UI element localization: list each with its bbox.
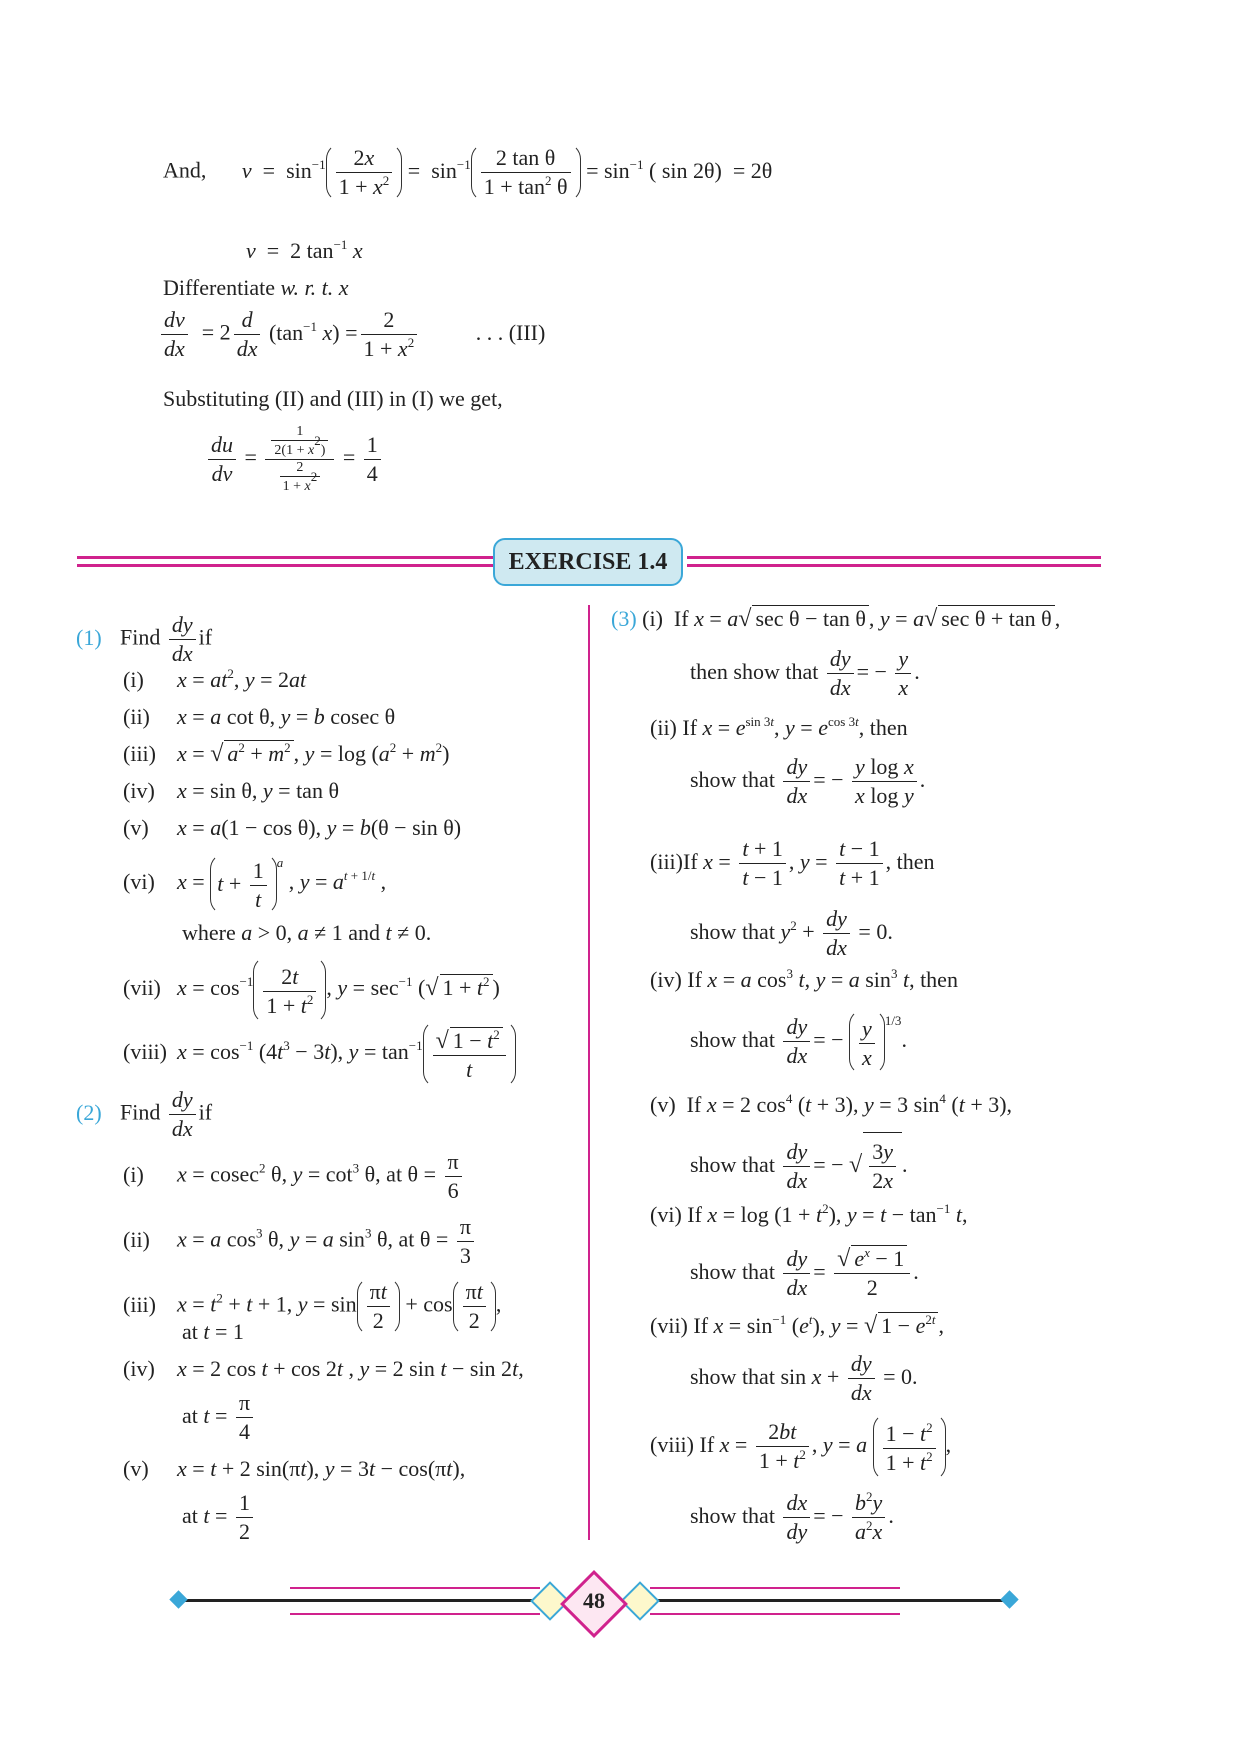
q1-number: (1) — [76, 624, 102, 650]
column-divider — [588, 605, 590, 1540]
q1-header: (1) Find $\frac{dy}{dx}$ if — [76, 612, 213, 666]
q3-item-ii-show: show that $\frac{dy}{dx}$ = − $\frac{\text{y log x}}{\text{x log y}}$ . — [690, 754, 926, 809]
dv-dx-line: $\frac{dv}{dx}$ = 2 $\frac{d}{dx}$ ($\tan^{-1}$ x) = $\frac{2}{1 + x^2}$ . . . (III) — [158, 306, 545, 363]
footer-rule-left-2 — [290, 1613, 540, 1615]
q1-item-ii: (ii) x = a cot θ, y = b cosec θ — [123, 704, 396, 729]
header-rule-left-2 — [77, 564, 495, 567]
exercise-title: EXERCISE 1.4 — [508, 548, 668, 575]
footer-rule-right-2 — [650, 1613, 900, 1615]
q2-text: Find — [120, 1099, 161, 1125]
header-rule-right-1 — [687, 556, 1101, 559]
q2-item-iv: (iv) x = 2 cos t + cos 2t , y = 2 sin t − sin 2t, — [123, 1356, 524, 1381]
q3-item-viii-show: show that $\frac{dx}{dy}$ = − $\frac{b^2y}{a^2x}$ . — [690, 1489, 894, 1545]
q2-number: (2) — [76, 1099, 102, 1125]
q3-item-vi-show: show that $\frac{dy}{dx}$ = $\frac{√ e^x - 1}{2}$ . — [690, 1245, 919, 1301]
ref-III: . . . (III) — [475, 319, 546, 345]
page-number: 48 — [583, 1588, 605, 1613]
q2-item-iii-at: at t = 1 — [182, 1319, 244, 1344]
q2-item-iii: (iii) $x = t^2 + t + 1$, y = sin $\frac{\pi t}{2}$ + cos $\frac{\pi t}{2}$ , — [123, 1277, 501, 1336]
q3-item-vii-show: show that sin x + $\frac{dy}{dx}$ = 0. — [690, 1351, 918, 1406]
q1-suffix: if — [198, 624, 213, 650]
footer-rule-left-1 — [290, 1587, 540, 1589]
q2-item-iv-at: at t = $\frac{\pi}{4}$ — [182, 1386, 256, 1446]
footer-rule-right-1 — [650, 1587, 900, 1589]
q1-where: where a > 0, a ≠ 1 and t ≠ 0. — [182, 920, 432, 945]
header-rule-right-2 — [687, 564, 1101, 567]
q3-item-iii: (iii)If x = $\frac{t + 1}{t - 1}$ , y = $\frac{t - 1}{t + 1}$ , then — [650, 836, 935, 891]
diff-text: Differentiate w. r. t. x — [163, 275, 349, 300]
q1-item-viii: (viii) $x = \cos^{-1} (4t^3 - 3t)$, $y = \tan^{-1}$ $\frac{√ 1 - t^2}{t}$ — [123, 1019, 516, 1088]
q3-item-iv-show: show that $\frac{dy}{dx}$ = − $\frac{y}{x}$ $^{1/3}$. — [690, 1008, 907, 1075]
q3-item-v: (v) If x = 2 $\cos^4 (t + 3)$, y = 3 $\sin^4 (t + 3)$, — [650, 1091, 1013, 1117]
and-label: And, — [163, 157, 207, 183]
q1-item-v: (v) x = a(1 − cos θ), y = b(θ − sin θ) — [123, 815, 462, 840]
q1-item-i: (i) $x = at^2$, y = 2at — [123, 666, 307, 692]
footer-diamond-right — [1000, 1590, 1018, 1608]
q1-item-vi: (vi) x = t + $\frac{1}{t}$ $^a$ , $y = a^{t + 1/t}$ , — [123, 852, 386, 915]
q3-item-vii: (vii) If $x = \sin^{-1} (e^t)$, y = √ $1 - e^{2t}$ , — [650, 1312, 944, 1339]
q3-item-v-show: show that $\frac{dy}{dx}$ = − √ $\frac{3y}{2x}$ . — [690, 1132, 907, 1197]
du-dv-line: $\frac{du}{dv}$ = $\frac{\frac{1}{2(1 + x^2)}}{\frac{2}{1 + x^2}}$ = $\frac{1}{4}$ — [205, 424, 384, 495]
q2-item-v-at: at t = $\frac{1}{2}$ — [182, 1486, 256, 1546]
header-rule-left-1 — [77, 556, 495, 559]
q2-item-i: (i) x = cosec$^2$ θ, $y = \cot^3 \theta$, at θ = $\frac{\pi}{6}$ — [123, 1148, 465, 1205]
q3-item-i: (3) (i) If x = a√ sec θ − tan θ , y = a√ sec θ + tan θ , — [611, 606, 1061, 632]
q3-item-vi: (vi) If $x = \log (1 + t^2)$, $y = t - \tan^{-1} t$, — [650, 1201, 968, 1227]
q3-item-ii: (ii) If $x = e^{sin 3t}$, $y = e^{cos 3t}$, then — [650, 714, 908, 740]
q3-item-i-show: then show that $\frac{dy}{dx}$ = − $\frac{y}{x}$ . — [690, 646, 920, 701]
q3-number: (3) — [611, 606, 637, 631]
q3-item-iv: (iv) If x = a $\cos^3 t$, y = a $\sin^3 t$, then — [650, 966, 958, 992]
subst-text: Substituting (II) and (III) in (I) we get, — [163, 386, 503, 411]
q1-item-iv: (iv) x = sin θ, y = tan θ — [123, 778, 339, 803]
q2-header: (2) Find $\frac{dy}{dx}$ if — [76, 1087, 213, 1141]
q2-item-ii: (ii) x = a $\cos^3 \theta$, y = a $\sin^3 \theta$, at θ = $\frac{\pi}{3}$ — [123, 1213, 477, 1270]
q1-text: Find — [120, 624, 161, 650]
q1-item-iii: (iii) x = √ $a^2 + m^2$ , $y = \log (a^2 + m^2)$ — [123, 740, 450, 767]
solution-line-v: And, $v = \sin^{-1}$ $\frac{2x}{1 + x^2}$ = $\sin^{-1}$ $\frac{\text{2 tan θ}}{1 + \tan^2 \theta}$ = $\sin^{-1}$ ( sin 2θ) = 2θ — [163, 143, 772, 202]
q3-item-iii-show: show that $y^2$ + $\frac{dy}{dx}$ = 0. — [690, 906, 893, 961]
q2-item-v: (v) x = t + 2 sin(πt), y = 3t − cos(πt), — [123, 1456, 466, 1481]
q3-item-viii: (viii) If x = $\frac{2bt}{1 + t^2}$ , y = a $\frac{1 - t^2}{1 + t^2}$ , — [650, 1412, 951, 1481]
q1-item-vii: (vii) $x = \cos^{-1}$ $\frac{2t}{1 + t^2}$ , $y = \sec^{-1}$ (√ $1 + t^2$ ) — [123, 955, 500, 1024]
exercise-title-box — [493, 538, 683, 586]
solution-line-v2: v = 2 $\tan^{-1} x$ — [246, 237, 363, 263]
q2-suffix: if — [198, 1099, 213, 1125]
footer-diamond-left — [169, 1590, 187, 1608]
